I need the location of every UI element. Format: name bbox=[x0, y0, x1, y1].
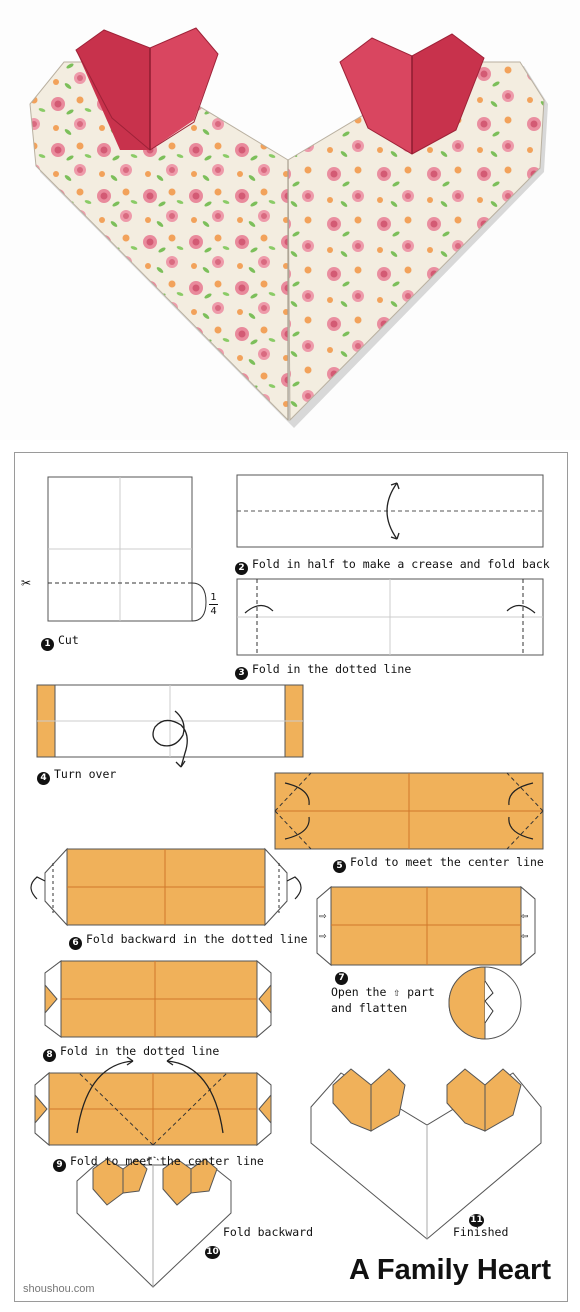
step8-number: 8 bbox=[43, 1049, 56, 1062]
step7-number: 7 bbox=[335, 972, 348, 985]
step11-number: 11 bbox=[470, 1215, 483, 1225]
step10-text: Fold backward bbox=[223, 1225, 314, 1239]
step5-number: 5 bbox=[333, 860, 346, 873]
fraction-bar bbox=[209, 604, 218, 605]
step8-text: Fold in the dotted line bbox=[60, 1044, 220, 1058]
step1-square-paper bbox=[21, 477, 206, 621]
step11-finished-heart bbox=[311, 1069, 541, 1239]
fraction-denominator: 4 bbox=[210, 606, 217, 617]
svg-text:⇦: ⇦ bbox=[521, 912, 529, 922]
step8-shape bbox=[45, 961, 271, 1037]
step7-text-line2: and flatten bbox=[331, 1001, 408, 1015]
quarter-fraction bbox=[209, 592, 218, 617]
step1-number: 1 bbox=[41, 638, 54, 651]
folding-instructions-panel bbox=[14, 452, 568, 1302]
svg-text:⇨: ⇨ bbox=[319, 912, 327, 922]
step9-label bbox=[53, 1154, 264, 1172]
step9-shape bbox=[35, 1057, 271, 1145]
step5-orange-rectangle bbox=[275, 773, 543, 849]
svg-text:⇨: ⇨ bbox=[319, 932, 327, 942]
step10-number-label bbox=[205, 1241, 224, 1259]
step2-text: Fold in half to make a crease and fold back bbox=[252, 557, 550, 571]
step6-shape bbox=[31, 849, 301, 925]
watermark: shoushou.com bbox=[23, 1283, 95, 1295]
step2-rectangle bbox=[237, 475, 543, 547]
step9-text: Fold to meet the center line bbox=[70, 1154, 264, 1168]
finished-heart-photo bbox=[0, 0, 580, 440]
step3-text: Fold in the dotted line bbox=[252, 662, 412, 676]
step3-number: 3 bbox=[235, 667, 248, 680]
step6-label bbox=[69, 932, 308, 950]
step10-heart bbox=[77, 1157, 231, 1287]
svg-text:✂: ✂ bbox=[21, 576, 32, 590]
page-title: A Family Heart bbox=[349, 1254, 551, 1286]
svg-text:⇦: ⇦ bbox=[521, 932, 529, 942]
step6-text: Fold backward in the dotted line bbox=[86, 932, 308, 946]
step4-rectangle-turn-over bbox=[37, 685, 303, 767]
step5-text: Fold to meet the center line bbox=[350, 855, 544, 869]
step3-rectangle bbox=[237, 579, 543, 655]
instruction-diagram-drawings bbox=[15, 453, 567, 1301]
heart-photo-illustration bbox=[0, 0, 580, 440]
step4-number: 4 bbox=[37, 772, 50, 785]
fraction-numerator: 1 bbox=[210, 592, 217, 603]
step3-label bbox=[235, 662, 411, 680]
step4-label bbox=[37, 767, 116, 785]
step1-label bbox=[41, 633, 79, 651]
step10-number: 10 bbox=[206, 1247, 219, 1257]
step4-text: Turn over bbox=[54, 767, 117, 781]
step8-label bbox=[43, 1044, 219, 1062]
step7-text-line1: Open the ⇧ part bbox=[331, 985, 435, 999]
step9-number: 9 bbox=[53, 1159, 66, 1172]
step7-shape bbox=[317, 887, 535, 1039]
step11-text: Finished bbox=[453, 1225, 509, 1239]
step1-text: Cut bbox=[58, 633, 79, 647]
step6-number: 6 bbox=[69, 937, 82, 950]
step2-number: 2 bbox=[235, 562, 248, 575]
step2-label bbox=[235, 557, 550, 575]
step7-number-label bbox=[335, 967, 352, 985]
step5-label bbox=[333, 855, 544, 873]
